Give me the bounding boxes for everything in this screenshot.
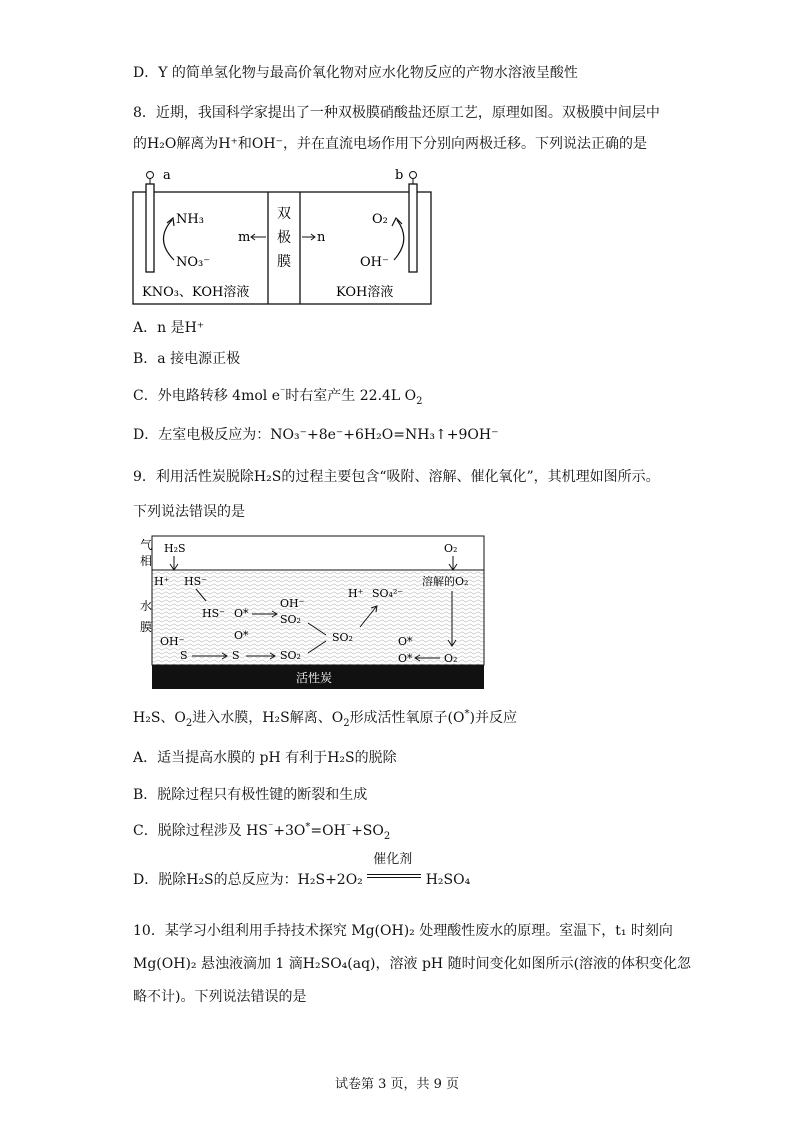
text: +3O	[273, 823, 306, 839]
formula-h2s: H₂S	[133, 710, 161, 726]
q8-option-b	[133, 349, 240, 369]
species-hs: HS⁻	[184, 575, 207, 588]
catalyst-arrow	[367, 852, 421, 886]
text: 略不计)。下列说法错误的是	[133, 989, 307, 1005]
text: D．Y 的简单氢化物与最高价氧化物对应水化物反应的产物水溶液呈酸性	[133, 65, 578, 81]
text: B．脱除过程只有极性键的断裂和生成	[133, 787, 368, 803]
species-hs-2: HS⁻	[202, 607, 225, 620]
subscript: 2	[416, 395, 423, 407]
species-s-2: S	[232, 649, 240, 662]
text: C．外电路转移 4mol e	[133, 388, 280, 404]
q9-stem-3	[133, 708, 517, 728]
formula-h2s: H₂S	[186, 872, 214, 888]
q9-stem-2	[133, 502, 245, 522]
q9-option-a	[133, 748, 397, 768]
superscript: ⁻	[267, 821, 274, 833]
species-h2s: H₂S	[164, 542, 186, 555]
text: 、O	[160, 710, 186, 726]
species-ostar-2: O*	[234, 629, 249, 642]
species-hplus-2: H⁺	[348, 587, 364, 600]
equals-bar	[367, 874, 421, 878]
q10-stem-2	[133, 954, 691, 974]
species-oh-1: OH⁻	[280, 597, 305, 610]
text: +SO	[351, 823, 384, 839]
label-m: m	[238, 230, 251, 245]
q8-option-d	[133, 425, 498, 445]
q8-stem-1	[133, 103, 660, 123]
superscript: *	[305, 821, 311, 833]
text: B．a 接电源正极	[133, 351, 241, 367]
text: 和	[237, 136, 252, 152]
text: 的脱除	[354, 750, 397, 766]
equation-left: H₂S+2O₂	[297, 872, 363, 888]
text: 的总反应为：	[213, 872, 298, 888]
text: A．适当提高水膜的 pH 有利于	[133, 750, 328, 766]
option-8prev-d	[133, 63, 578, 83]
phase-label-water-1: 水	[140, 599, 153, 613]
species-so2-3: SO₂	[332, 631, 353, 644]
right-solution-label: KOH溶液	[336, 285, 394, 300]
q9-stem-1	[133, 467, 660, 487]
electrode-label-a: a	[163, 168, 171, 183]
membrane-label-3: 膜	[277, 254, 291, 270]
species-ostar-1: O*	[234, 607, 249, 620]
adsorption-mechanism-diagram	[140, 535, 486, 691]
catalyst-label: 催化剂	[373, 852, 413, 867]
q9-option-b	[133, 785, 367, 805]
q9-option-c	[133, 821, 390, 841]
text: 8．近期，我国科学家提出了一种双极膜硝酸盐还原工艺，原理如图。双极膜中间层中	[133, 105, 660, 121]
species-o2-surface: O₂	[444, 652, 458, 665]
species-so4: SO₄²⁻	[372, 587, 404, 600]
label-nh3: NH₃	[176, 212, 204, 227]
q10-stem-1	[133, 921, 673, 941]
phase-label-gas-1: 气	[140, 538, 153, 552]
text: =OH	[310, 823, 346, 839]
text: 时右室产生 22.4L O	[285, 388, 417, 404]
text: 解离、O	[289, 710, 344, 726]
text: 解离为	[176, 136, 219, 152]
formula-h2o: H₂O	[147, 136, 177, 152]
equation-right: H₂SO₄	[425, 872, 471, 888]
species-o2-gas: O₂	[444, 542, 458, 555]
q9-option-d	[133, 852, 471, 890]
label-no3: NO₃⁻	[176, 255, 211, 270]
subscript: 2	[383, 830, 391, 842]
text: ，并在直流电场作用下分别向两极迁移。下列说法正确的是	[283, 136, 647, 152]
superscript: ⁻	[345, 821, 352, 833]
label-n: n	[317, 230, 326, 245]
q8-option-a	[133, 318, 204, 338]
text: A．n 是	[133, 320, 185, 336]
left-solution-label: KNO₃、KOH溶液	[142, 285, 250, 300]
text: 10．某学习小组利用手持技术探究 Mg(OH)₂ 处理酸性废水的原理。室温下，t₁ 时刻向	[133, 923, 673, 939]
q10-stem-3	[133, 987, 306, 1007]
text: 下列说法错误的是	[133, 504, 245, 520]
label-o2: O₂	[372, 212, 388, 227]
text: 的过程主要包含“吸附、溶解、催化氧化”，其机理如图所示。	[281, 469, 660, 485]
q8-stem-2	[133, 134, 647, 154]
text: 形成活性氧原子(O	[349, 710, 465, 726]
text: 进入水膜，	[192, 710, 263, 726]
electrode-label-b: b	[395, 168, 404, 183]
formula-h2s: H₂S	[253, 469, 282, 485]
text: 的	[133, 136, 147, 152]
formula-h2s: H₂S	[327, 750, 355, 766]
formula-hplus: H⁺	[184, 320, 205, 336]
subscript: 2	[185, 717, 193, 729]
text: 9．利用活性炭脱除	[133, 469, 254, 485]
equation: NO₃⁻+8e⁻+6H₂O=NH₃↑+9OH⁻	[270, 427, 499, 443]
formula-hplus: H⁺	[218, 136, 238, 152]
species-oh-2: OH⁻	[160, 635, 185, 648]
membrane-label-1: 双	[277, 206, 291, 222]
activated-carbon-label: 活性炭	[296, 671, 333, 685]
text: C．脱除过程涉及 HS	[133, 823, 268, 839]
page-footer: 试卷第 3 页，共 9 页	[334, 1077, 460, 1092]
formula-h2s: H₂S	[262, 710, 290, 726]
text: Mg(OH)₂ 悬浊液滴加 1 滴	[133, 956, 303, 972]
superscript: *	[464, 708, 470, 720]
text: D．左室电极反应为：	[133, 427, 271, 443]
membrane-label-2: 极	[277, 230, 291, 246]
formula-ohminus: OH⁻	[251, 136, 283, 152]
species-ostar-3: O*	[398, 635, 413, 648]
species-so2-2: SO₂	[280, 649, 301, 662]
species-s-1: S	[180, 649, 188, 662]
species-hplus: H⁺	[154, 575, 170, 588]
label-oh: OH⁻	[360, 255, 389, 270]
species-ostar-4: O*	[398, 652, 413, 665]
superscript: ⁻	[280, 386, 286, 398]
text: D．脱除	[133, 872, 187, 888]
formula-h2so4: H₂SO₄(aq)	[302, 956, 376, 972]
phase-label-gas-2: 相	[140, 554, 153, 568]
phase-label-water-2: 膜	[140, 620, 153, 634]
text: ，溶液 pH 随时间变化如图所示(溶液的体积变化忽	[375, 956, 692, 972]
species-so2-1: SO₂	[280, 613, 301, 626]
text: )并反应	[469, 710, 517, 726]
q8-option-c	[133, 386, 423, 406]
subscript: 2	[343, 717, 350, 729]
electrolysis-diagram	[132, 168, 433, 305]
species-dissolved-o2: 溶解的O₂	[422, 575, 469, 588]
